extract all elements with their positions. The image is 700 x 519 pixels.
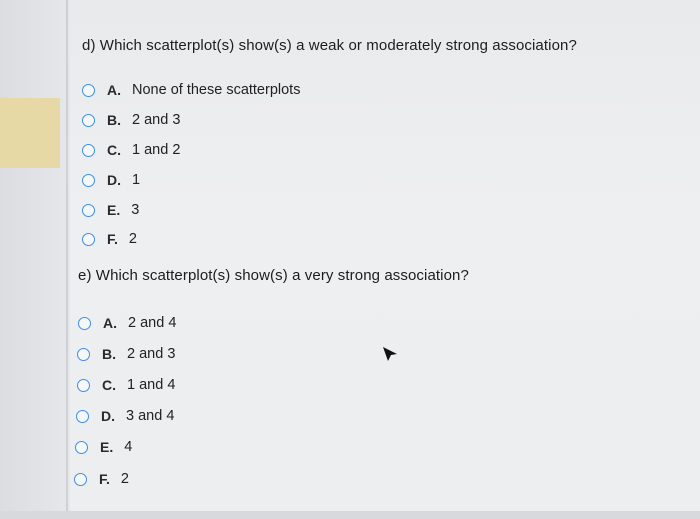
option-label: 2 and 3: [132, 112, 181, 128]
left-margin: [0, 0, 70, 519]
option-letter: D.: [107, 172, 121, 188]
option-label: 3: [131, 202, 140, 218]
option-label: 2 and 4: [128, 315, 177, 331]
question-d-option-e[interactable]: [82, 202, 139, 218]
option-letter: B.: [107, 112, 121, 128]
question-e-option-a[interactable]: [78, 315, 176, 331]
mouse-pointer-icon: [382, 345, 398, 363]
question-d-text: d) Which scatterplot(s) show(s) a weak or moderately strong association?: [82, 37, 577, 54]
question-e-option-d[interactable]: [76, 408, 174, 424]
option-letter: C.: [107, 142, 121, 158]
option-label: 1 and 2: [132, 142, 181, 158]
radio-button-icon[interactable]: [74, 473, 87, 486]
question-e-option-c[interactable]: [77, 377, 175, 393]
option-label: None of these scatterplots: [132, 82, 301, 98]
option-label: 1: [132, 172, 141, 188]
option-label: 2: [128, 231, 137, 247]
question-e-text: e) Which scatterplot(s) show(s) a very strong association?: [78, 267, 469, 284]
option-label: 3 and 4: [126, 408, 175, 424]
option-letter: E.: [107, 202, 121, 218]
radio-button-icon[interactable]: [82, 144, 95, 157]
option-letter: F.: [107, 231, 118, 247]
question-d-option-c[interactable]: [82, 142, 180, 158]
page-divider: [66, 0, 68, 519]
option-label: 1 and 4: [127, 377, 176, 393]
option-letter: D.: [101, 408, 115, 424]
option-label: 4: [124, 439, 133, 455]
question-e-option-f[interactable]: [74, 471, 129, 487]
option-letter: B.: [102, 346, 116, 362]
option-letter: A.: [107, 82, 121, 98]
radio-button-icon[interactable]: [78, 317, 91, 330]
radio-button-icon[interactable]: [77, 379, 90, 392]
radio-button-icon[interactable]: [75, 441, 88, 454]
option-label: 2: [120, 471, 129, 487]
radio-button-icon[interactable]: [82, 233, 95, 246]
option-letter: F.: [99, 471, 110, 487]
option-letter: E.: [100, 439, 114, 455]
radio-button-icon[interactable]: [82, 114, 95, 127]
radio-button-icon[interactable]: [82, 174, 95, 187]
highlight-bar: [0, 98, 60, 168]
question-e-option-b[interactable]: [77, 346, 175, 362]
question-d-option-f[interactable]: [82, 231, 137, 247]
question-e-option-e[interactable]: [75, 439, 132, 455]
radio-button-icon[interactable]: [82, 84, 95, 97]
question-d-option-a[interactable]: [82, 82, 300, 98]
question-d-option-d[interactable]: [82, 172, 140, 188]
bottom-edge: [0, 511, 700, 519]
option-letter: A.: [103, 315, 117, 331]
option-letter: C.: [102, 377, 116, 393]
radio-button-icon[interactable]: [77, 348, 90, 361]
radio-button-icon[interactable]: [76, 410, 89, 423]
radio-button-icon[interactable]: [82, 204, 95, 217]
question-d-option-b[interactable]: [82, 112, 180, 128]
option-label: 2 and 3: [127, 346, 176, 362]
